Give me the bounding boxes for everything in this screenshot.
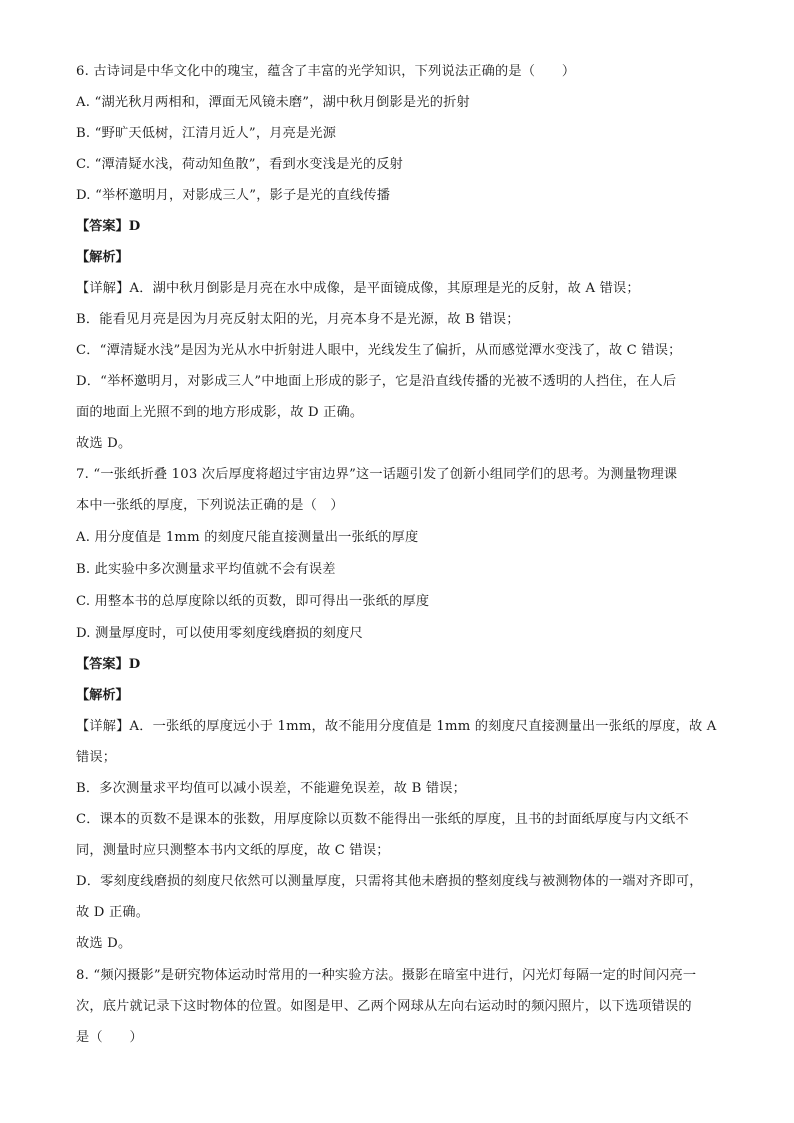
q6-explanation-line: 【详解】A．湖中秋月倒影是月亮在水中成像，是平面镜成像，其原理是光的反射，故 A 错误； bbox=[76, 281, 640, 296]
q7-stem: 本中一张纸的厚度，下列说法正确的是（ ） bbox=[76, 498, 344, 513]
q7-option-a: A. 用分度值是 1mm 的刻度尺能直接测量出一张纸的厚度 bbox=[76, 530, 419, 545]
q7-explanation-line: 【详解】A．一张纸的厚度远小于 1mm，故不能用分度值是 1mm 的刻度尺直接测量出一张纸的厚度，故 A bbox=[76, 719, 717, 734]
q7-explanation-line: 同，测量时应只测整本书内文纸的厚度，故 C 错误； bbox=[76, 843, 390, 858]
q7-explanation-line: B．多次测量求平均值可以减小误差，不能避免误差，故 B 错误； bbox=[76, 781, 467, 796]
q6-explanation-line: C．“潭清疑水浅”是因为光从水中折射进人眼中，光线发生了偏折，从而感觉潭水变浅了，故 C 错误； bbox=[76, 343, 682, 358]
q7-option-d: D. 测量厚度时，可以使用零刻度线磨损的刻度尺 bbox=[76, 626, 363, 641]
q6-answer: 【答案】D bbox=[76, 219, 141, 234]
q6-option-b: B. “野旷天低树，江清月近人”，月亮是光源 bbox=[76, 126, 337, 141]
q6-analysis-label: 【解析】 bbox=[76, 250, 129, 265]
q8-stem: 是（ ） bbox=[76, 1030, 143, 1045]
q6-option-d: D. “举杯邀明月，对影成三人”，影子是光的直线传播 bbox=[76, 188, 391, 203]
q7-option-b: B. 此实验中多次测量求平均值就不会有误差 bbox=[76, 562, 336, 577]
q6-explanation-line: D．“举杯邀明月，对影成三人”中地面上形成的影子，它是沿直线传播的光被不透明的人挡住，在人后 bbox=[76, 374, 677, 389]
q6-stem: 6. 古诗词是中华文化中的瑰宝，蕴含了丰富的光学知识，下列说法正确的是（ ） bbox=[76, 64, 576, 79]
q7-explanation-line: 故 D 正确。 bbox=[76, 905, 150, 920]
q6-option-a: A. “湖光秋月两相和，潭面无风镜未磨”，湖中秋月倒影是光的折射 bbox=[76, 95, 470, 110]
q7-explanation-line: C．课本的页数不是课本的张数，用厚度除以页数不能得出一张纸的厚度，且书的封面纸厚度与内文纸不 bbox=[76, 812, 689, 827]
q6-option-c: C. “潭清疑水浅，荷动知鱼散”，看到水变浅是光的反射 bbox=[76, 157, 404, 172]
q6-explanation-line: 面的地面上光照不到的地方形成影，故 D 正确。 bbox=[76, 405, 364, 420]
q7-answer: 【答案】D bbox=[76, 657, 141, 672]
q6-explanation-line: B．能看见月亮是因为月亮反射太阳的光，月亮本身不是光源，故 B 错误； bbox=[76, 312, 520, 327]
q8-stem: 8. “频闪摄影”是研究物体运动时常用的一种实验方法。摄影在暗室中进行，闪光灯每隔一定的时间闪亮一 bbox=[76, 968, 697, 983]
q8-stem: 次，底片就记录下这时物体的位置。如图是甲、乙两个网球从左向右运动时的频闪照片，以下选项错误的 bbox=[76, 999, 692, 1014]
q7-analysis-label: 【解析】 bbox=[76, 688, 129, 703]
q7-stem: 7. “一张纸折叠 103 次后厚度将超过宇宙边界”这一话题引发了创新小组同学们的思考。为测量物理课 bbox=[76, 467, 678, 482]
q7-conclusion: 故选 D。 bbox=[76, 936, 132, 951]
q7-option-c: C. 用整本书的总厚度除以纸的页数，即可得出一张纸的厚度 bbox=[76, 594, 430, 609]
q6-conclusion: 故选 D。 bbox=[76, 436, 132, 451]
q7-explanation-line: 错误； bbox=[76, 750, 117, 765]
q7-explanation-line: D．零刻度线磨损的刻度尺依然可以测量厚度，只需将其他未磨损的整刻度线与被测物体的一端对齐即可， bbox=[76, 874, 703, 889]
